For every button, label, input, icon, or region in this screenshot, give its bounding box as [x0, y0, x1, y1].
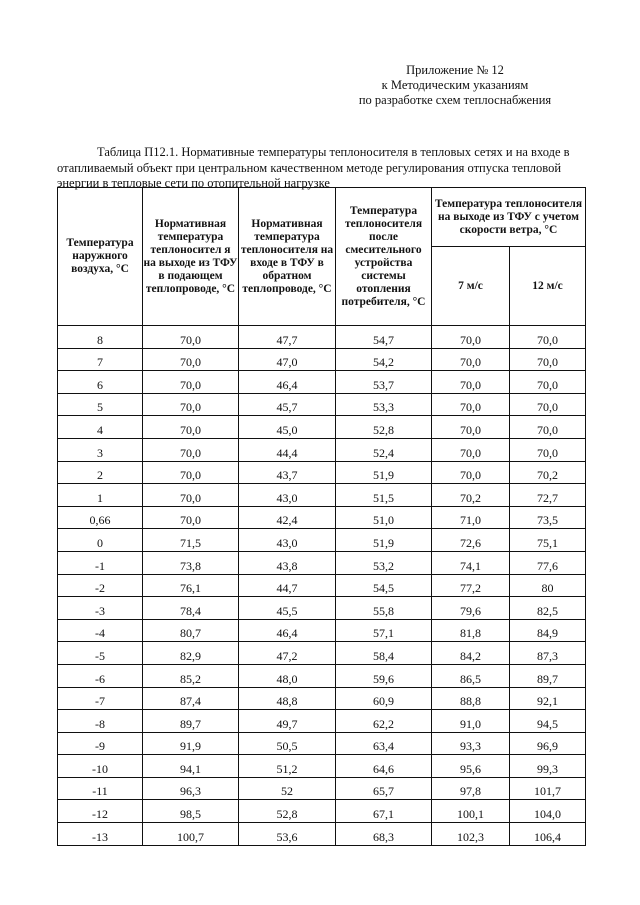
outdoor-temp-cell: 7	[58, 348, 143, 371]
wind7-temp-cell: 100,1	[432, 800, 510, 823]
header-wind-7: 7 м/с	[432, 247, 510, 326]
wind7-temp-cell: 97,8	[432, 777, 510, 800]
mixing-temp-cell: 51,9	[336, 461, 432, 484]
return-temp-cell: 48,0	[239, 664, 336, 687]
outdoor-temp-cell: -5	[58, 642, 143, 665]
table-row	[58, 484, 586, 507]
table-row	[58, 664, 586, 687]
supply-temp-cell: 98,5	[143, 800, 239, 823]
wind7-temp-cell: 70,0	[432, 416, 510, 439]
appendix-reference: к Методическим указаниям	[381, 78, 529, 92]
wind7-temp-cell: 84,2	[432, 642, 510, 665]
appendix-number: Приложение № 12	[406, 63, 504, 77]
table-row	[58, 755, 586, 778]
wind12-temp-cell: 70,0	[510, 393, 586, 416]
table-row	[58, 619, 586, 642]
outdoor-temp-cell: 4	[58, 416, 143, 439]
table-row	[58, 551, 586, 574]
wind7-temp-cell: 102,3	[432, 823, 510, 846]
wind12-temp-cell: 70,0	[510, 438, 586, 461]
return-temp-cell: 53,6	[239, 823, 336, 846]
table-row	[58, 393, 586, 416]
supply-temp-cell: 80,7	[143, 619, 239, 642]
supply-temp-cell: 70,0	[143, 484, 239, 507]
mixing-temp-cell: 52,8	[336, 416, 432, 439]
outdoor-temp-cell: 2	[58, 461, 143, 484]
supply-temp-cell: 89,7	[143, 710, 239, 733]
return-temp-cell: 44,7	[239, 574, 336, 597]
return-temp-cell: 45,7	[239, 393, 336, 416]
wind7-temp-cell: 74,1	[432, 551, 510, 574]
return-temp-cell: 47,7	[239, 326, 336, 349]
caption-line-1: Таблица П12.1. Нормативные температуры теплоносителя в тепловых сетях и на входе в	[97, 145, 570, 159]
wind12-temp-cell: 80	[510, 574, 586, 597]
wind12-temp-cell: 73,5	[510, 506, 586, 529]
mixing-temp-cell: 60,9	[336, 687, 432, 710]
wind12-temp-cell: 96,9	[510, 732, 586, 755]
return-temp-cell: 47,2	[239, 642, 336, 665]
return-temp-cell: 48,8	[239, 687, 336, 710]
wind12-temp-cell: 72,7	[510, 484, 586, 507]
caption-line-3: энергии в тепловые сети по отопительной нагрузке	[57, 176, 330, 190]
wind12-temp-cell: 70,2	[510, 461, 586, 484]
wind7-temp-cell: 70,0	[432, 393, 510, 416]
mixing-temp-cell: 55,8	[336, 597, 432, 620]
mixing-temp-cell: 59,6	[336, 664, 432, 687]
wind7-temp-cell: 79,6	[432, 597, 510, 620]
outdoor-temp-cell: 0,66	[58, 506, 143, 529]
return-temp-cell: 50,5	[239, 732, 336, 755]
return-temp-cell: 47,0	[239, 348, 336, 371]
supply-temp-cell: 73,8	[143, 551, 239, 574]
supply-temp-cell: 70,0	[143, 371, 239, 394]
mixing-temp-cell: 67,1	[336, 800, 432, 823]
supply-temp-cell: 85,2	[143, 664, 239, 687]
outdoor-temp-cell: -13	[58, 823, 143, 846]
supply-temp-cell: 96,3	[143, 777, 239, 800]
header-wind-12: 12 м/с	[510, 247, 586, 326]
outdoor-temp-cell: 1	[58, 484, 143, 507]
table-row	[58, 438, 586, 461]
mixing-temp-cell: 53,7	[336, 371, 432, 394]
wind7-temp-cell: 86,5	[432, 664, 510, 687]
table-row	[58, 574, 586, 597]
return-temp-cell: 43,7	[239, 461, 336, 484]
table-row	[58, 823, 586, 846]
table-row	[58, 348, 586, 371]
outdoor-temp-cell: -12	[58, 800, 143, 823]
return-temp-cell: 46,4	[239, 619, 336, 642]
return-temp-cell: 42,4	[239, 506, 336, 529]
mixing-temp-cell: 51,5	[336, 484, 432, 507]
mixing-temp-cell: 62,2	[336, 710, 432, 733]
wind12-temp-cell: 92,1	[510, 687, 586, 710]
wind7-temp-cell: 81,8	[432, 619, 510, 642]
mixing-temp-cell: 57,1	[336, 619, 432, 642]
wind12-temp-cell: 101,7	[510, 777, 586, 800]
outdoor-temp-cell: -2	[58, 574, 143, 597]
outdoor-temp-cell: -11	[58, 777, 143, 800]
wind7-temp-cell: 70,0	[432, 326, 510, 349]
outdoor-temp-cell: -9	[58, 732, 143, 755]
wind7-temp-cell: 77,2	[432, 574, 510, 597]
mixing-temp-cell: 58,4	[336, 642, 432, 665]
return-temp-cell: 46,4	[239, 371, 336, 394]
wind7-temp-cell: 95,6	[432, 755, 510, 778]
wind7-temp-cell: 88,8	[432, 687, 510, 710]
outdoor-temp-cell: -7	[58, 687, 143, 710]
return-temp-cell: 43,0	[239, 529, 336, 552]
return-temp-cell: 49,7	[239, 710, 336, 733]
mixing-temp-cell: 65,7	[336, 777, 432, 800]
table-row	[58, 710, 586, 733]
mixing-temp-cell: 54,7	[336, 326, 432, 349]
header-return-temp: Нормативная температура теплоносителя на входе в ТФУ в обратном теплопроводе, °С	[239, 188, 336, 326]
supply-temp-cell: 100,7	[143, 823, 239, 846]
mixing-temp-cell: 51,9	[336, 529, 432, 552]
mixing-temp-cell: 51,0	[336, 506, 432, 529]
wind12-temp-cell: 77,6	[510, 551, 586, 574]
wind7-temp-cell: 70,0	[432, 438, 510, 461]
return-temp-cell: 43,8	[239, 551, 336, 574]
outdoor-temp-cell: -6	[58, 664, 143, 687]
wind7-temp-cell: 91,0	[432, 710, 510, 733]
wind12-temp-cell: 106,4	[510, 823, 586, 846]
outdoor-temp-cell: 0	[58, 529, 143, 552]
outdoor-temp-cell: -3	[58, 597, 143, 620]
wind12-temp-cell: 70,0	[510, 416, 586, 439]
table-row	[58, 506, 586, 529]
mixing-temp-cell: 54,5	[336, 574, 432, 597]
wind12-temp-cell: 94,5	[510, 710, 586, 733]
wind12-temp-cell: 70,0	[510, 371, 586, 394]
caption-line-2: отапливаемый объект при центральном качественном методе регулирования отпуска тепловой	[57, 160, 562, 175]
return-temp-cell: 45,5	[239, 597, 336, 620]
table-row	[58, 642, 586, 665]
supply-temp-cell: 87,4	[143, 687, 239, 710]
mixing-temp-cell: 52,4	[336, 438, 432, 461]
mixing-temp-cell: 53,3	[336, 393, 432, 416]
outdoor-temp-cell: -10	[58, 755, 143, 778]
wind7-temp-cell: 70,0	[432, 348, 510, 371]
wind7-temp-cell: 71,0	[432, 506, 510, 529]
wind12-temp-cell: 87,3	[510, 642, 586, 665]
mixing-temp-cell: 54,2	[336, 348, 432, 371]
outdoor-temp-cell: 3	[58, 438, 143, 461]
table-row	[58, 416, 586, 439]
return-temp-cell: 43,0	[239, 484, 336, 507]
table-row	[58, 687, 586, 710]
supply-temp-cell: 76,1	[143, 574, 239, 597]
outdoor-temp-cell: 6	[58, 371, 143, 394]
wind12-temp-cell: 99,3	[510, 755, 586, 778]
outdoor-temp-cell: 8	[58, 326, 143, 349]
table-row	[58, 371, 586, 394]
table-row	[58, 461, 586, 484]
supply-temp-cell: 82,9	[143, 642, 239, 665]
supply-temp-cell: 94,1	[143, 755, 239, 778]
return-temp-cell: 51,2	[239, 755, 336, 778]
table-row	[58, 800, 586, 823]
supply-temp-cell: 70,0	[143, 506, 239, 529]
supply-temp-cell: 78,4	[143, 597, 239, 620]
outdoor-temp-cell: -1	[58, 551, 143, 574]
wind12-temp-cell: 84,9	[510, 619, 586, 642]
mixing-temp-cell: 68,3	[336, 823, 432, 846]
table-row	[58, 597, 586, 620]
supply-temp-cell: 91,9	[143, 732, 239, 755]
table-row	[58, 529, 586, 552]
header-mixing-temp: Температура теплоносителя после смесительного устройства системы отопления потребителя, °С	[336, 188, 432, 326]
header-outdoor-temp: Температура наружного воздуха, °С	[58, 188, 143, 326]
supply-temp-cell: 70,0	[143, 461, 239, 484]
supply-temp-cell: 71,5	[143, 529, 239, 552]
supply-temp-cell: 70,0	[143, 393, 239, 416]
wind7-temp-cell: 70,2	[432, 484, 510, 507]
header-wind-group: Температура теплоносителя на выходе из ТФУ с учетом скорости ветра, °С	[432, 188, 586, 247]
return-temp-cell: 52	[239, 777, 336, 800]
appendix-header	[345, 63, 565, 108]
outdoor-temp-cell: -4	[58, 619, 143, 642]
mixing-temp-cell: 64,6	[336, 755, 432, 778]
table-row	[58, 732, 586, 755]
return-temp-cell: 44,4	[239, 438, 336, 461]
appendix-subject: по разработке схем теплоснабжения	[358, 93, 552, 107]
supply-temp-cell: 70,0	[143, 416, 239, 439]
wind12-temp-cell: 104,0	[510, 800, 586, 823]
return-temp-cell: 52,8	[239, 800, 336, 823]
wind7-temp-cell: 72,6	[432, 529, 510, 552]
outdoor-temp-cell: 5	[58, 393, 143, 416]
wind12-temp-cell: 82,5	[510, 597, 586, 620]
mixing-temp-cell: 53,2	[336, 551, 432, 574]
wind12-temp-cell: 70,0	[510, 326, 586, 349]
supply-temp-cell: 70,0	[143, 438, 239, 461]
temperature-table	[57, 187, 586, 846]
wind12-temp-cell: 89,7	[510, 664, 586, 687]
wind12-temp-cell: 70,0	[510, 348, 586, 371]
header-supply-temp: Нормативная температура теплоносител я на выходе из ТФУ в подающем теплопроводе, °С	[143, 188, 239, 326]
wind7-temp-cell: 70,0	[432, 371, 510, 394]
wind7-temp-cell: 70,0	[432, 461, 510, 484]
table-row	[58, 777, 586, 800]
table-body	[58, 326, 586, 846]
return-temp-cell: 45,0	[239, 416, 336, 439]
outdoor-temp-cell: -8	[58, 710, 143, 733]
wind7-temp-cell: 93,3	[432, 732, 510, 755]
mixing-temp-cell: 63,4	[336, 732, 432, 755]
supply-temp-cell: 70,0	[143, 348, 239, 371]
supply-temp-cell: 70,0	[143, 326, 239, 349]
table-caption	[57, 145, 585, 192]
wind12-temp-cell: 75,1	[510, 529, 586, 552]
table-row	[58, 326, 586, 349]
